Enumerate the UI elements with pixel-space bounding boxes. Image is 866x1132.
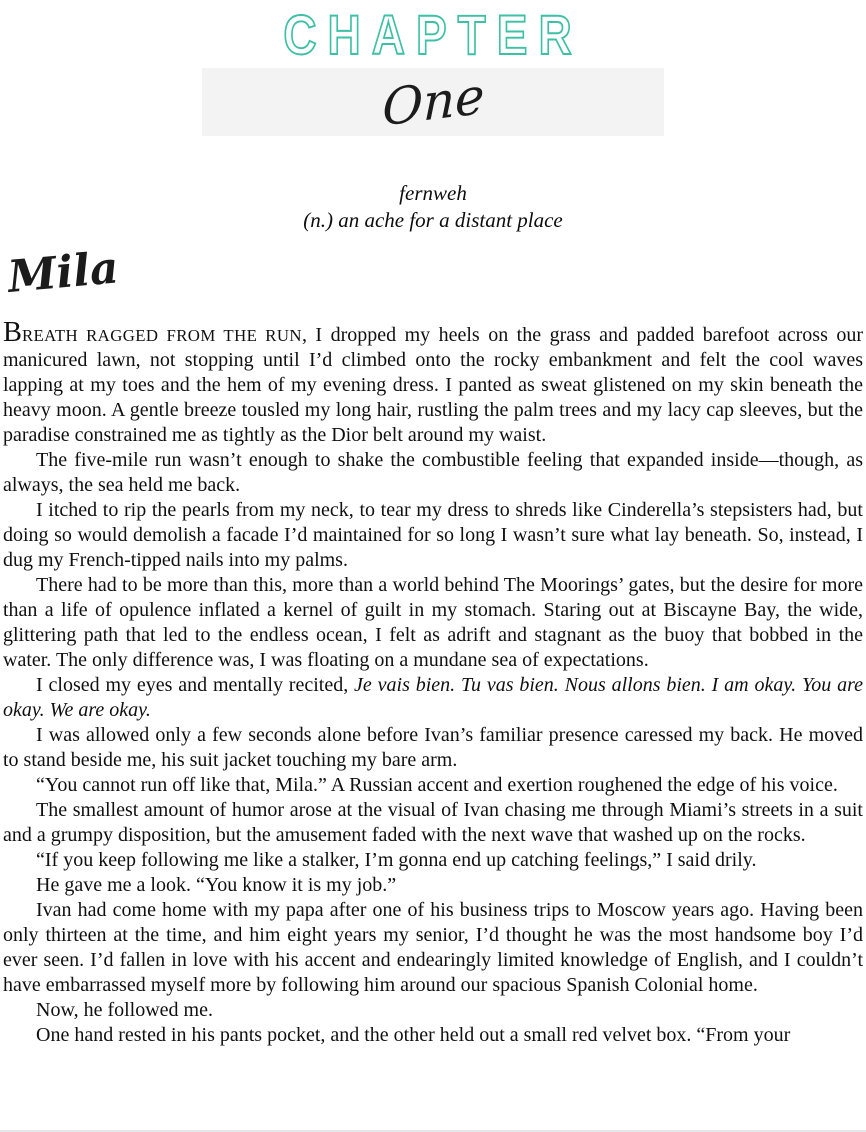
text-run: I itched to rip the pearls from my neck, to tear my dress to shreds like Cinderella’s stepsisters had, but doing so would demolish a facade I’d maintained for so long I wasn’t sure what lay beneath. So, instead, I dug my French-tipped nails into my palms. xyxy=(3,499,863,571)
body-paragraph xyxy=(3,898,863,998)
body-paragraph xyxy=(3,798,863,848)
text-run: Je vais bien. Tu vas bien. Nous allons bien. I am okay. You are okay. We are okay. xyxy=(3,674,863,721)
body-paragraph xyxy=(3,498,863,573)
text-run: REATH RAGGED FROM THE RUN xyxy=(21,326,302,345)
body-paragraph xyxy=(3,573,863,673)
chapter-number-band xyxy=(202,68,664,136)
chapter-number-script: One xyxy=(381,66,485,138)
body-text xyxy=(0,319,866,1048)
text-run: B xyxy=(3,317,22,348)
pov-name-script: Mila xyxy=(5,242,121,303)
epigraph-definition: (n.) an ache for a distant place xyxy=(303,208,563,232)
chapter-heading xyxy=(0,3,866,138)
text-run: , I dropped my heels on the grass and padded barefoot across our manicured lawn, not stopping until I’d climbed onto the rocky embankment and felt the cool waves lapping at my toes and the hem of my evening dress. I panted as sweat glistened on my skin beneath the heavy moon. A gentle breeze tousled my long hair, rustling the palm trees and my lacy cap sleeves, but the paradise constrained me as tightly as the Dior belt around my waist. xyxy=(3,324,863,446)
body-paragraph xyxy=(3,848,863,873)
epigraph xyxy=(0,180,866,234)
text-run: Now, he followed me. xyxy=(36,999,213,1021)
chapter-label: CHAPTER xyxy=(283,3,583,67)
body-paragraph xyxy=(3,998,863,1023)
text-run: “You cannot run off like that, Mila.” A Russian accent and exertion roughened the edge of his voice. xyxy=(36,774,838,796)
body-paragraph xyxy=(3,673,863,723)
text-run: There had to be more than this, more than a world behind The Moorings’ gates, but the desire for more than a life of opulence inflated a kernel of guilt in my stomach. Staring out at Biscayne Bay, the wide, glittering path that led to the endless ocean, I felt as adrift and stagnant as the buoy that bobbed in the water. The only difference was, I was floating on a mundane sea of expectations. xyxy=(3,574,863,671)
body-paragraph xyxy=(3,723,863,773)
text-run: The five-mile run wasn’t enough to shake the combustible feeling that expanded inside—though, as always, the sea held me back. xyxy=(3,449,863,496)
text-run: The smallest amount of humor arose at the visual of Ivan chasing me through Miami’s streets in a suit and a grumpy disposition, but the amusement faded with the next wave that washed up on the rocks. xyxy=(3,799,863,846)
book-page xyxy=(0,3,866,1132)
text-run: One hand rested in his pants pocket, and the other held out a small red velvet box. “From your xyxy=(36,1024,791,1046)
body-paragraph xyxy=(3,873,863,898)
body-paragraph xyxy=(3,773,863,798)
text-run: I closed my eyes and mentally recited, xyxy=(36,674,355,696)
text-run: He gave me a look. “You know it is my job.” xyxy=(36,874,397,896)
text-run: Ivan had come home with my papa after one of his business trips to Moscow years ago. Having been only thirteen at the time, and him eight years my senior, I’d thought he was the most handsome boy I’d ever seen. I’d fallen in love with his accent and endearingly limited knowledge of English, and I couldn’t have embarrassed myself more by following him around our spacious Spanish Colonial home. xyxy=(3,899,863,996)
epigraph-term: fernweh xyxy=(399,181,467,205)
body-paragraph xyxy=(3,319,863,448)
text-run: I was allowed only a few seconds alone before Ivan’s familiar presence caressed my back. He moved to stand beside me, his suit jacket touching my bare arm. xyxy=(3,724,863,771)
body-paragraph xyxy=(3,1023,863,1048)
body-paragraph xyxy=(3,448,863,498)
text-run: “If you keep following me like a stalker, I’m gonna end up catching feelings,” I said drily. xyxy=(36,849,757,871)
